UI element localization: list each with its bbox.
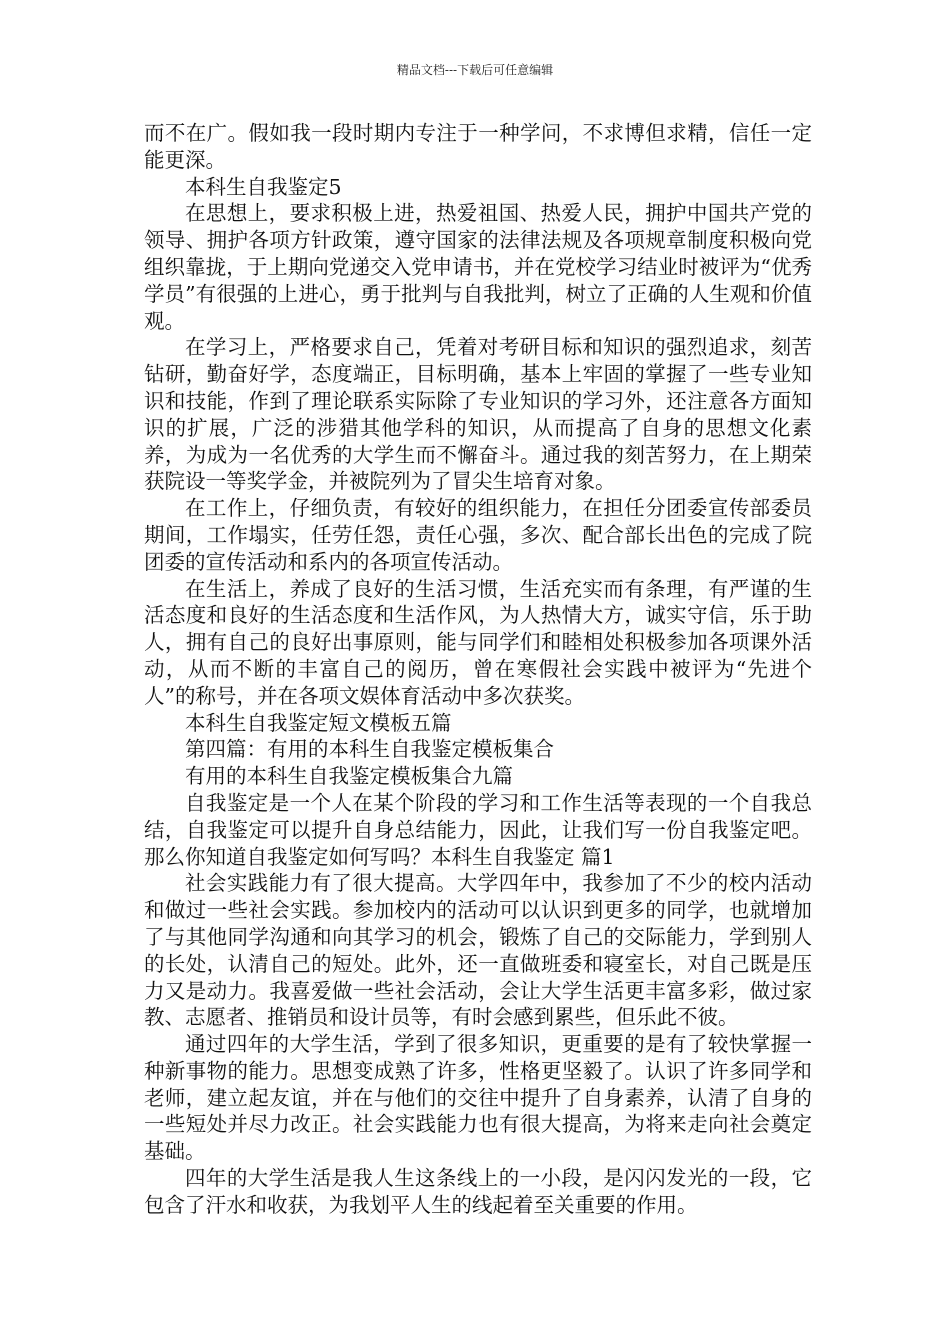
paragraph: 通过四年的大学生活，学到了很多知识，更重要的是有了较快掌握一种新事物的能力。思想变成熟了许多，性格更坚毅了。认识了许多同学和老师，建立起友谊，并在与他们的交往中提升了自身素养，认清了自身的一些短处并尽力改正。社会实践能力也有很大提高，为将来走向社会奠定基础。: [144, 1032, 812, 1164]
paragraph: 在生活上，养成了良好的生活习惯，生活充实而有条理，有严谨的生活态度和良好的生活态度和生活作风，为人热情大方，诚实守信，乐于助人，拥有自己的良好出事原则，能与同学们和睦相处积极参加各项课外活动，从而不断的丰富自己的阅历，曾在寒假社会实践中被评为“先进个人”的称号，并在各项文娱体育活动中多次获奖。: [144, 576, 812, 708]
page-header: 精品文档---下载后可任意编辑: [396, 63, 554, 77]
paragraph: 在工作上，仔细负责，有较好的组织能力，在担任分团委宣传部委员期间，工作塌实，任劳任怨，责任心强，多次、配合部长出色的完成了院团委的宣传活动和系内的各项宣传活动。: [144, 496, 812, 574]
document-body: [144, 120, 812, 1219]
paragraph: 四年的大学生活是我人生这条线上的一小段，是闪闪发光的一段，它包含了汗水和收获，为我划平人生的线起着至关重要的作用。: [144, 1166, 812, 1217]
paragraph: 在学习上，严格要求自己，凭着对考研目标和知识的强烈追求，刻苦钻研，勤奋好学，态度端正，目标明确，基本上牢固的掌握了一些专业知识和技能，作到了理论联系实际除了专业知识的学习外，还注意各方面知识的扩展，广泛的涉猎其他学科的知识，从而提高了自身的思想文化素养，为成为一名优秀的大学生而不懈奋斗。通过我的刻苦努力，在上期荣获院设一等奖学金，并被院列为了冒尖生培育对象。: [144, 335, 812, 494]
section-title: 第四篇：有用的本科生自我鉴定模板集合: [185, 737, 554, 762]
section-title: 本科生自我鉴定5: [185, 174, 342, 199]
paragraph-continuation: 而不在广。假如我一段时期内专注于一种学问，不求博但求精，信任一定能更深。: [144, 121, 812, 172]
section-title: 有用的本科生自我鉴定模板集合九篇: [185, 764, 513, 789]
paragraph: 社会实践能力有了很大提高。大学四年中，我参加了不少的校内活动和做过一些社会实践。参加校内的活动可以认识到更多的同学，也就增加了与其他同学沟通和向其学习的机会，锻炼了自己的交际能力，学到别人的长处，认清自己的短处。此外，还一直做班委和寝室长，对自己既是压力又是动力。我喜爱做一些社会活动，会让大学生活更丰富多彩，做过家教、志愿者、推销员和设计员等，有时会感到累些，但乐此不彼。: [144, 871, 812, 1030]
section-title: 本科生自我鉴定短文模板五篇: [185, 710, 452, 735]
paragraph: 在思想上，要求积极上进，热爱祖国、热爱人民，拥护中国共产党的领导、拥护各项方针政策，遵守国家的法律法规及各项规章制度积极向党组织靠拢，于上期向党递交入党申请书，并在党校学习结业时被评为“优秀学员”有很强的上进心，勇于批判与自我批判，树立了正确的人生观和价值观。: [144, 201, 812, 333]
paragraph: 自我鉴定是一个人在某个阶段的学习和工作生活等表现的一个自我总结，自我鉴定可以提升自身总结能力，因此，让我们写一份自我鉴定吧。那么你知道自我鉴定如何写吗？本科生自我鉴定 篇1: [144, 790, 812, 869]
